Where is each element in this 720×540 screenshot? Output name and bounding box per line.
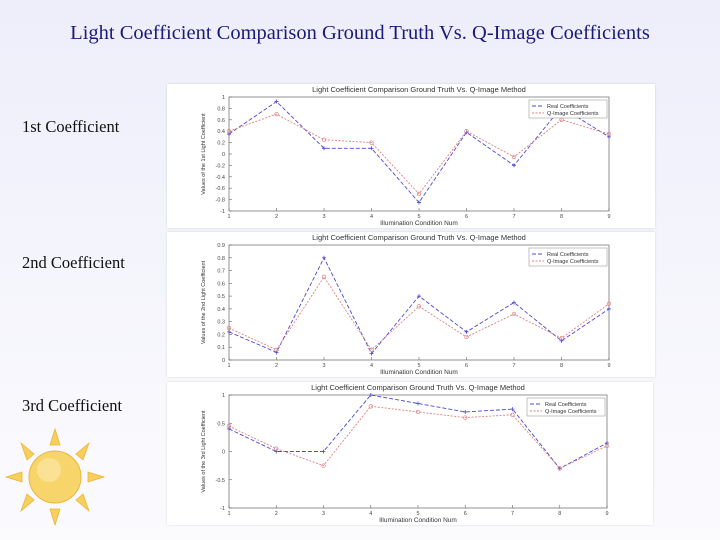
y-tick-label: 0 <box>221 152 225 158</box>
y-tick-label: 0.1 <box>217 345 225 352</box>
x-tick-label: 2 <box>274 363 279 369</box>
x-tick-label: 1 <box>227 363 231 369</box>
y-tick-label: 0.6 <box>217 281 225 288</box>
x-tick-label: 2 <box>274 511 278 517</box>
label-coefficient-1: 1st Coefficient <box>22 117 120 136</box>
x-tick-label: 2 <box>274 214 279 220</box>
series-line-qimage <box>229 114 609 194</box>
y-tick-label: 0.4 <box>217 306 225 313</box>
chart-panel-3 <box>167 382 653 525</box>
x-tick-label: 4 <box>369 511 373 517</box>
x-tick-label: 5 <box>417 363 421 369</box>
point-real <box>416 401 420 405</box>
y-tick-label: 0.4 <box>217 129 225 136</box>
x-tick-label: 5 <box>416 511 420 517</box>
x-tick-label: 7 <box>512 214 516 220</box>
y-tick-label: -1 <box>220 506 225 512</box>
y-tick-label: 0.5 <box>217 294 225 301</box>
x-tick-label: 9 <box>607 214 611 220</box>
x-tick-label: 7 <box>512 363 516 369</box>
chart-panel-2 <box>167 232 655 377</box>
series-line-real <box>229 258 609 354</box>
legend-label: Real Coefficients <box>545 402 587 408</box>
point-qimage <box>370 348 374 352</box>
x-tick-label: 9 <box>607 363 611 369</box>
y-axis-label: Values of the 3rd Light Coefficient <box>201 410 207 493</box>
chart-title: Light Coefficient Comparison Ground Truth Vs. Q-Image Method <box>312 85 526 94</box>
x-tick-label: 4 <box>369 214 374 220</box>
x-axis-label: Illumination Condition Num <box>380 220 458 227</box>
y-tick-label: 0.9 <box>217 243 225 249</box>
y-tick-label: 0.6 <box>217 117 225 124</box>
x-tick-label: 3 <box>321 511 326 517</box>
chart-3rd-coefficient <box>167 382 653 525</box>
y-axis-label: Values of the 1st Light Coefficient <box>201 113 207 195</box>
y-tick-label: -0.8 <box>215 197 225 204</box>
legend-label: Real Coefficients <box>547 104 589 110</box>
chart-1st-coefficient <box>167 84 655 228</box>
y-tick-label: -0.2 <box>215 163 225 170</box>
x-tick-label: 8 <box>558 511 562 517</box>
label-coefficient-3: 3rd Coefficient <box>22 396 123 415</box>
x-tick-label: 6 <box>464 214 469 220</box>
x-tick-label: 4 <box>369 363 374 369</box>
y-tick-label: 1 <box>221 95 225 101</box>
x-tick-label: 1 <box>227 214 231 220</box>
chart-title: Light Coefficient Comparison Ground Truth Vs. Q-Image Method <box>311 383 525 392</box>
point-qimage <box>322 275 326 279</box>
x-tick-label: 6 <box>463 511 467 517</box>
y-tick-label: 0.8 <box>217 255 225 262</box>
point-real <box>322 450 326 454</box>
x-axis-label: Illumination Condition Num <box>380 369 458 376</box>
x-tick-label: 1 <box>227 511 231 517</box>
sun-icon <box>2 425 108 529</box>
label-coefficient-2: 2nd Coefficient <box>22 253 125 272</box>
slide-title: Light Coefficient Comparison Ground Truth Vs. Q-Image Coefficients <box>70 22 650 44</box>
point-real <box>227 330 231 334</box>
legend-label: Q-Image Coefficients <box>547 111 599 117</box>
x-tick-label: 3 <box>322 214 326 220</box>
y-tick-label: -0.4 <box>215 174 225 181</box>
x-tick-label: 5 <box>417 214 421 220</box>
y-tick-label: 0 <box>221 358 225 364</box>
legend-label: Q-Image Coefficients <box>545 409 597 415</box>
x-tick-label: 8 <box>559 214 564 220</box>
y-tick-label: -0.6 <box>215 186 225 193</box>
x-tick-label: 8 <box>559 363 564 369</box>
y-tick-label: 0.7 <box>217 268 225 275</box>
chart-title: Light Coefficient Comparison Ground Truth Vs. Q-Image Method <box>312 233 526 242</box>
y-tick-label: 0.2 <box>217 140 225 147</box>
y-tick-label: 1 <box>221 393 225 399</box>
x-tick-label: 6 <box>464 363 469 369</box>
y-axis-label: Values of the 2nd Light Coefficient <box>201 260 207 345</box>
point-real <box>322 256 326 260</box>
series-line-qimage <box>229 277 609 350</box>
chart-2nd-coefficient <box>167 232 655 377</box>
y-tick-label: 0.3 <box>217 319 225 326</box>
y-tick-label: 0.2 <box>217 332 225 339</box>
y-tick-label: -0.5 <box>215 477 225 484</box>
legend-label: Real Coefficients <box>547 252 589 258</box>
y-tick-label: 0.5 <box>217 421 225 428</box>
chart-panel-1 <box>167 84 655 228</box>
x-axis-label: Illumination Condition Num <box>379 517 457 524</box>
y-tick-label: 0 <box>221 449 225 456</box>
x-tick-label: 7 <box>510 511 515 517</box>
y-tick-label: -1 <box>220 209 225 215</box>
point-real <box>463 410 467 414</box>
x-tick-label: 9 <box>605 511 609 517</box>
legend-label: Q-Image Coefficients <box>547 259 599 265</box>
x-tick-label: 3 <box>322 363 326 369</box>
point-real <box>370 146 374 150</box>
y-tick-label: 0.8 <box>217 106 225 113</box>
